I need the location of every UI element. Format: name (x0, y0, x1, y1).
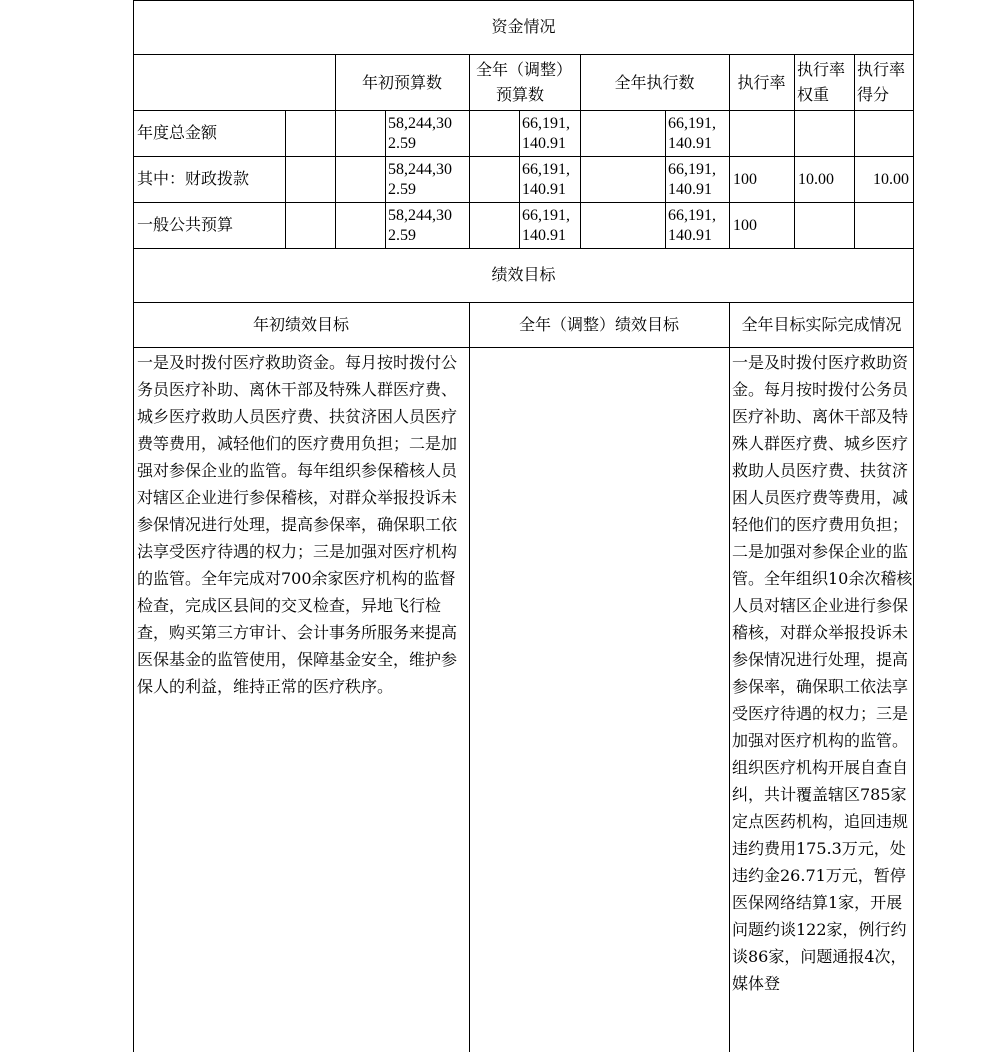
col-divider (469, 302, 470, 1052)
header-adjusted-goal: 全年（调整）绩效目标 (518, 315, 679, 334)
actual-completion-text: 一是及时拨付医疗救助资金。每月按时拨付公务员医疗补助、离休干部及特殊人群医疗费、城乡医疗救助人员医疗费、扶贫济困人员医疗费等费用，减轻他们的医疗费用负担；二是加强对参保企业的监管。全年组织10余次稽核人员对辖区企业进行参保稽核，对群众举报投诉未参保情况进行处理，提高参保率，确保职工依法享受医疗待遇的权力；三是加强对医疗机构的监管。组织医疗机构开展自查自纠，共计覆盖辖区785家定点医药机构，追回违规违约费用175.3万元，处违约金26.71万元，暂停医保网络结算1家，开展问题约谈122家，例行约谈86家，问题通报4次，媒体登 (732, 353, 913, 993)
header-initial-goal: 年初绩效目标 (252, 315, 349, 334)
row-divider (133, 248, 914, 249)
header-execution-rate: 执行率 (737, 73, 786, 92)
header-adjusted-budget: 全年（调整）预算数 (475, 60, 564, 104)
col-divider (665, 110, 666, 248)
col-divider (519, 110, 520, 248)
cell-initial-general: 58,244,30 2.59 (388, 207, 452, 244)
col-divider (729, 110, 730, 248)
col-divider (469, 54, 470, 110)
col-divider (794, 54, 795, 110)
col-divider (794, 110, 795, 248)
col-divider (469, 110, 470, 248)
col-divider (854, 110, 855, 248)
row-divider (133, 302, 914, 303)
funds-section-title: 资金情况 (491, 17, 556, 36)
cell-actual-fiscal: 66,191, 140.91 (668, 161, 716, 198)
header-rate-score: 执行率得分 (857, 60, 906, 104)
col-divider (729, 302, 730, 1052)
row-label-total: 年度总金额 (137, 123, 218, 142)
row-divider (133, 156, 914, 157)
row-divider (133, 110, 914, 111)
cell-adjusted-fiscal: 66,191, 140.91 (522, 161, 570, 198)
cell-actual-general: 66,191, 140.91 (668, 207, 716, 244)
performance-section-title: 绩效目标 (491, 265, 556, 284)
initial-goal-text: 一是及时拨付医疗救助资金。每月按时拨付公务员医疗补助、离休干部及特殊人群医疗费、城乡医疗救助人员医疗费、扶贫济困人员医疗费等费用，减轻他们的医疗费用负担；二是加强对参保企业的监管。每年组织参保稽核人员对辖区企业进行参保稽核，对群众举报投诉未参保情况进行处理，提高参保率，确保职工依法享受医疗待遇的权力；三是加强对医疗机构的监管。全年完成对700余家医疗机构的监督检查，完成区县间的交叉检查，异地飞行检查，购买第三方审计、会计事务所服务来提高医保基金的监管使用，保障基金安全，维护参保人的利益，维持正常的医疗秩序。 (137, 353, 458, 696)
cell-initial-total: 58,244,30 2.59 (388, 115, 452, 152)
col-divider (285, 110, 286, 248)
row-divider (133, 54, 914, 55)
cell-weight-fiscal: 10.00 (798, 171, 834, 188)
header-initial-budget: 年初预算数 (361, 73, 442, 92)
row-label-fiscal: 其中：财政拨款 (137, 169, 250, 188)
header-actual-completion: 全年目标实际完成情况 (741, 315, 902, 334)
cell-adjusted-total: 66,191, 140.91 (522, 115, 570, 152)
cell-rate-general: 100 (733, 217, 757, 234)
cell-rate-fiscal: 100 (733, 171, 757, 188)
col-divider (580, 110, 581, 248)
col-divider (335, 110, 336, 248)
row-divider (133, 347, 914, 348)
header-rate-weight: 执行率权重 (797, 60, 846, 104)
header-actual-execution: 全年执行数 (614, 73, 695, 92)
cell-score-fiscal: 10.00 (873, 171, 909, 188)
row-divider (133, 202, 914, 203)
col-divider (385, 110, 386, 248)
cell-initial-fiscal: 58,244,30 2.59 (388, 161, 452, 198)
row-label-general: 一般公共预算 (137, 215, 234, 234)
cell-actual-total: 66,191, 140.91 (668, 115, 716, 152)
cell-adjusted-general: 66,191, 140.91 (522, 207, 570, 244)
